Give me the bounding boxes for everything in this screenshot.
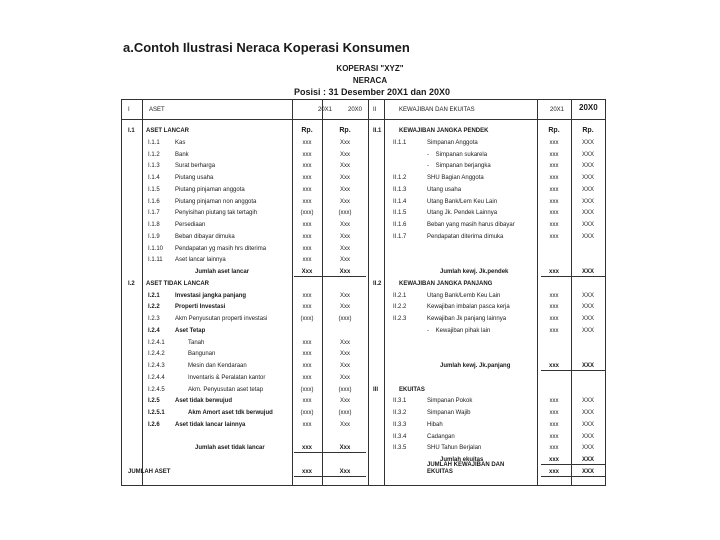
- row-value-year-0: XXX: [581, 222, 594, 228]
- row-value-year-0: (xxx): [338, 210, 352, 217]
- row-code: I.2.4.2: [148, 351, 165, 358]
- liability-row: [122, 431, 605, 442]
- row-value-year-1: xxx: [549, 398, 559, 405]
- row-value-year-0: Xxx: [339, 363, 350, 369]
- row-label: Jumlah aset tidak lancar: [195, 445, 265, 452]
- row-value-year-0: Xxx: [339, 351, 350, 358]
- liability-row: [122, 454, 605, 465]
- header-year-1: 20X1: [318, 107, 333, 113]
- row-code: II.3.5: [393, 445, 407, 452]
- report-period: Posisi : 31 Desember 20X1 dan 20X0: [293, 87, 451, 97]
- row-value-year-1: xxx: [301, 468, 312, 475]
- report-name: NERACA: [352, 76, 388, 85]
- row-label: Persediaan: [175, 222, 206, 228]
- row-value-year-0: Xxx: [339, 139, 350, 146]
- row-label: Tanah: [188, 339, 205, 346]
- row-label: - Kewajiban pihak lain: [427, 327, 491, 334]
- header-right-year-0: 20X0: [579, 103, 598, 112]
- row-label: Penyisihan piutang tak tertagih: [175, 210, 258, 217]
- row-label: - Simpanan sukarela: [427, 151, 488, 158]
- row-value-year-0: XXX: [581, 163, 594, 170]
- row-code: I.2.5.1: [148, 410, 165, 416]
- row-label: Akm Amort aset tdk berwujud: [188, 410, 273, 416]
- row-value-year-1: xxx: [549, 151, 559, 158]
- row-value-year-0: Xxx: [339, 163, 350, 170]
- liability-row: [122, 461, 605, 477]
- row-value-year-1: (xxx): [300, 410, 314, 416]
- row-code: I.2: [128, 280, 135, 287]
- row-label: Properti Investasi: [175, 304, 226, 311]
- row-label: KEWAJIBAN JANGKA PENDEK: [399, 128, 489, 134]
- row-value-year-1: xxx: [548, 457, 559, 463]
- row-code: I.2.6: [148, 421, 160, 428]
- liability-row: [122, 137, 605, 148]
- row-value-year-0: Xxx: [339, 292, 350, 299]
- row-value-year-1: Rp.: [548, 127, 560, 134]
- row-code: II.3.1: [393, 398, 407, 405]
- row-value-year-0: XXX: [581, 233, 594, 240]
- row-value-year-0: Xxx: [339, 374, 350, 381]
- row-value-year-0: XXX: [581, 457, 594, 463]
- row-value-year-1: xxx: [301, 445, 312, 452]
- row-label: Simpanan Pokok: [427, 398, 473, 405]
- row-value-year-1: xxx: [302, 304, 312, 311]
- row-value-year-0: XXX: [581, 292, 594, 299]
- row-label: Surat berharga: [175, 163, 216, 170]
- row-label: JUMLAH ASET: [128, 468, 171, 475]
- liability-row: [122, 149, 605, 160]
- row-value-year-0: Xxx: [339, 257, 350, 264]
- row-code: I.1.3: [148, 163, 160, 170]
- liability-row: [122, 360, 605, 371]
- row-value-year-1: xxx: [302, 351, 312, 358]
- row-label: Jumlah kewj. Jk.pendek: [440, 269, 509, 275]
- header-right-year-1: 20X1: [550, 107, 565, 113]
- row-label: Piutang pinjaman non anggota: [175, 198, 257, 205]
- row-value-year-0: Xxx: [339, 175, 350, 181]
- header-right-roman: II: [373, 107, 377, 113]
- row-value-year-1: xxx: [302, 175, 312, 181]
- row-code: II.3.3: [393, 421, 407, 428]
- row-value-year-0: Xxx: [339, 468, 351, 475]
- row-label: Cadangan: [427, 433, 455, 440]
- liability-row: [122, 196, 605, 207]
- row-value-year-1: xxx: [302, 139, 312, 146]
- row-label: Simpanan Anggota: [427, 139, 478, 146]
- row-value-year-1: xxx: [549, 198, 559, 205]
- row-value-year-0: Xxx: [339, 269, 351, 275]
- header-year-0: 20X0: [348, 107, 363, 113]
- liability-row: [122, 207, 605, 218]
- row-value-year-1: (xxx): [300, 386, 314, 393]
- row-code: I.1.1: [148, 139, 160, 146]
- row-value-year-1: Xxx: [301, 269, 313, 275]
- row-code: I.1.2: [148, 151, 160, 158]
- liability-row: [122, 219, 605, 230]
- row-value-year-1: xxx: [549, 233, 559, 240]
- row-label: Kas: [175, 139, 186, 146]
- row-value-year-0: XXX: [581, 327, 594, 334]
- row-code: II.2.1: [393, 292, 407, 299]
- row-value-year-0: XXX: [581, 304, 594, 311]
- row-value-year-0: XXX: [581, 445, 594, 452]
- row-value-year-1: xxx: [549, 139, 559, 146]
- row-value-year-1: xxx: [549, 186, 559, 193]
- row-value-year-1: xxx: [548, 363, 559, 369]
- row-code: I.2.4.5: [148, 386, 165, 393]
- row-value-year-0: Xxx: [339, 222, 350, 228]
- row-label: Kewajiban Jk panjang lainnya: [427, 316, 507, 322]
- row-value-year-1: xxx: [549, 210, 559, 217]
- row-value-year-1: xxx: [549, 175, 559, 181]
- row-label: Beban dibayar dimuka: [175, 233, 235, 240]
- row-code: I.2.5: [148, 398, 160, 405]
- row-code: I.1.9: [148, 233, 160, 240]
- row-value-year-1: xxx: [302, 339, 312, 346]
- row-value-year-0: Xxx: [339, 398, 350, 405]
- row-label: ASET TIDAK LANCAR: [146, 280, 209, 287]
- row-value-year-0: XXX: [581, 186, 594, 193]
- row-code: I.2.4.3: [148, 363, 165, 369]
- total-underline: [541, 476, 605, 477]
- row-value-year-0: Xxx: [339, 245, 350, 252]
- row-label: Bank: [175, 151, 189, 158]
- row-value-year-1: xxx: [549, 316, 559, 322]
- row-code: II.1.2: [393, 175, 407, 181]
- liability-row: [122, 301, 605, 312]
- row-label: EKUITAS: [399, 386, 425, 393]
- row-label: Aset tidak lancar lainnya: [175, 421, 246, 428]
- row-value-year-0: Xxx: [339, 445, 351, 452]
- row-code: I.1: [128, 128, 135, 134]
- liability-row: [122, 172, 605, 183]
- liability-row: [122, 372, 605, 383]
- liability-row: [122, 278, 605, 289]
- row-code: I.2.4.4: [148, 374, 165, 381]
- row-code: I.1.5: [148, 186, 160, 193]
- row-code: I.1.6: [148, 198, 160, 205]
- row-label: Aset tidak berwujud: [175, 398, 233, 405]
- row-value-year-1: Rp.: [301, 127, 313, 134]
- row-label: Investasi jangka panjang: [175, 292, 247, 299]
- row-value-year-1: xxx: [302, 222, 312, 228]
- row-value-year-0: XXX: [581, 468, 594, 475]
- row-label: Pendapatan diterima dimuka: [427, 233, 504, 240]
- row-code: II.1.3: [393, 186, 407, 193]
- row-value-year-0: Xxx: [339, 186, 350, 193]
- liability-row: [122, 395, 605, 406]
- row-value-year-0: XXX: [581, 421, 594, 428]
- row-code: II.1.7: [393, 233, 407, 240]
- row-code: I.1.4: [148, 175, 160, 181]
- liability-row: [122, 290, 605, 301]
- row-label: Jumlah kewj. Jk.panjang: [440, 363, 511, 369]
- row-code: II.2.2: [393, 304, 407, 311]
- row-value-year-0: XXX: [581, 198, 594, 205]
- header-left-roman: I: [128, 107, 130, 113]
- liability-row: [122, 243, 605, 254]
- row-code: II.1.1: [393, 139, 407, 146]
- row-value-year-0: XXX: [581, 210, 594, 217]
- row-label: Jumlah aset lancar: [195, 269, 250, 275]
- row-label: Utang Jk. Pendek Lainnya: [427, 210, 498, 217]
- row-value-year-1: xxx: [302, 245, 312, 252]
- row-value-year-1: xxx: [302, 186, 312, 193]
- row-code: II.1: [373, 128, 382, 134]
- row-value-year-0: XXX: [581, 316, 594, 322]
- row-value-year-1: xxx: [549, 163, 559, 170]
- row-label: Inventaris & Peralatan kantor: [188, 374, 266, 381]
- row-value-year-0: (xxx): [338, 316, 352, 322]
- row-value-year-0: Xxx: [339, 421, 350, 428]
- row-value-year-1: xxx: [549, 410, 559, 416]
- row-label: Piutang usaha: [175, 175, 214, 181]
- row-value-year-1: xxx: [549, 327, 559, 334]
- row-label: SHU Bagian Anggota: [427, 175, 484, 181]
- row-value-year-1: xxx: [549, 445, 559, 452]
- row-value-year-1: xxx: [549, 222, 559, 228]
- row-value-year-1: (xxx): [300, 316, 314, 322]
- liability-row: [122, 125, 605, 136]
- row-value-year-1: xxx: [302, 363, 312, 369]
- row-value-year-0: XXX: [581, 175, 594, 181]
- row-value-year-0: XXX: [581, 398, 594, 405]
- row-code: III: [373, 386, 379, 393]
- row-label: Kewajiban imbalan pasca kerja: [427, 304, 510, 311]
- row-value-year-1: xxx: [302, 421, 312, 428]
- row-code: I.1.7: [148, 210, 160, 217]
- row-code: II.1.6: [393, 222, 407, 228]
- row-value-year-0: Rp.: [582, 127, 594, 134]
- header-divider: [122, 119, 605, 120]
- row-code: II.3.4: [393, 433, 407, 440]
- liability-row: [122, 254, 605, 265]
- row-label: Hibah: [427, 421, 443, 428]
- table-header-row: [122, 104, 605, 115]
- row-value-year-0: XXX: [581, 433, 594, 440]
- row-value-year-0: (xxx): [338, 410, 352, 416]
- row-label: Mesin dan Kendaraan: [188, 363, 247, 369]
- liability-row: [122, 184, 605, 195]
- row-value-year-1: xxx: [549, 433, 559, 440]
- liability-row: [122, 348, 605, 359]
- row-value-year-1: xxx: [302, 398, 312, 405]
- liability-row: [122, 160, 605, 171]
- row-value-year-1: xxx: [302, 163, 312, 170]
- row-label: Pendapatan yg masih hrs diterima: [175, 245, 267, 252]
- row-value-year-0: XXX: [581, 269, 594, 275]
- row-code: I.1.11: [148, 257, 163, 264]
- liability-row: [122, 313, 605, 324]
- row-value-year-1: xxx: [548, 468, 559, 475]
- row-value-year-1: xxx: [302, 233, 312, 240]
- row-label: Beban yang masih harus dibayar: [427, 222, 515, 228]
- row-label: Utang Bank/Lem Keu Lain: [427, 198, 498, 205]
- company-name: KOPERASI "XYZ": [336, 64, 404, 73]
- row-value-year-1: xxx: [549, 292, 559, 299]
- row-code: II.3.2: [393, 410, 407, 416]
- liability-row: [122, 231, 605, 242]
- row-code: I.2.2: [148, 304, 160, 311]
- liability-row: [122, 266, 605, 277]
- row-label: ASET LANCAR: [146, 128, 189, 134]
- liability-row: [122, 442, 605, 453]
- liability-row: [122, 337, 605, 348]
- row-label: SHU Tahun Berjalan: [427, 445, 482, 452]
- row-label: Simpanan Wajib: [427, 410, 471, 416]
- row-value-year-1: xxx: [549, 421, 559, 428]
- row-value-year-0: Xxx: [339, 304, 350, 311]
- row-value-year-1: xxx: [548, 269, 559, 275]
- row-code: I.2.4: [148, 327, 160, 334]
- liability-row: [122, 419, 605, 430]
- row-label: Jumlah ekuitas: [440, 457, 484, 463]
- row-label: Aset lancar lainnya: [175, 257, 226, 264]
- row-value-year-0: Rp.: [339, 127, 351, 134]
- row-code: II.2.3: [393, 316, 407, 322]
- row-value-year-0: Xxx: [339, 151, 350, 158]
- row-label: Utang usaha: [427, 186, 462, 193]
- row-value-year-1: (xxx): [300, 210, 314, 217]
- liability-row: [122, 407, 605, 418]
- liability-row: [122, 325, 605, 336]
- row-label: KEWAJIBAN JANGKA PANJANG: [399, 280, 493, 287]
- row-code: I.1.8: [148, 222, 160, 228]
- row-code: II.2: [373, 280, 382, 287]
- row-label: Akm Penyusutan properti investasi: [175, 316, 268, 322]
- row-label: Aset Tetap: [175, 327, 206, 334]
- row-code: I.1.10: [148, 245, 164, 252]
- header-right-title: KEWAJIBAN DAN EKUITAS: [399, 107, 475, 113]
- row-code: I.2.4.1: [148, 339, 165, 346]
- row-value-year-0: Xxx: [339, 233, 350, 240]
- row-code: I.2.3: [148, 316, 160, 322]
- row-value-year-1: xxx: [302, 292, 312, 299]
- balance-sheet-table: [121, 99, 606, 486]
- row-label: Akm. Penyusutan aset tetap: [188, 386, 264, 393]
- row-label: - Simpanan berjangka: [427, 163, 491, 170]
- row-code: I.2.1: [148, 292, 160, 299]
- row-code: II.1.5: [393, 210, 407, 217]
- row-label: JUMLAH KEWAJIBAN DAN EKUITAS: [427, 461, 505, 475]
- header-left-title: ASET: [149, 107, 165, 113]
- row-value-year-1: xxx: [302, 198, 312, 205]
- row-value-year-1: xxx: [549, 304, 559, 311]
- row-value-year-1: xxx: [302, 374, 312, 381]
- row-value-year-0: XXX: [581, 363, 594, 369]
- row-label: Piutang pinjaman anggota: [175, 186, 245, 193]
- row-value-year-1: xxx: [302, 151, 312, 158]
- row-value-year-0: XXX: [581, 410, 594, 416]
- row-value-year-1: xxx: [302, 257, 312, 264]
- row-value-year-0: XXX: [581, 139, 594, 146]
- row-code: II.1.4: [393, 198, 407, 205]
- slide-title: a.Contoh Ilustrasi Neraca Koperasi Konsumen: [123, 40, 410, 55]
- row-value-year-0: Xxx: [339, 198, 350, 205]
- liability-row: [122, 384, 605, 395]
- row-label: Bangunan: [188, 351, 216, 358]
- row-value-year-0: (xxx): [338, 386, 352, 393]
- row-label: Utang Bank/Lemb Keu Lain: [427, 292, 501, 299]
- row-value-year-0: XXX: [581, 151, 594, 158]
- row-value-year-0: Xxx: [339, 339, 350, 346]
